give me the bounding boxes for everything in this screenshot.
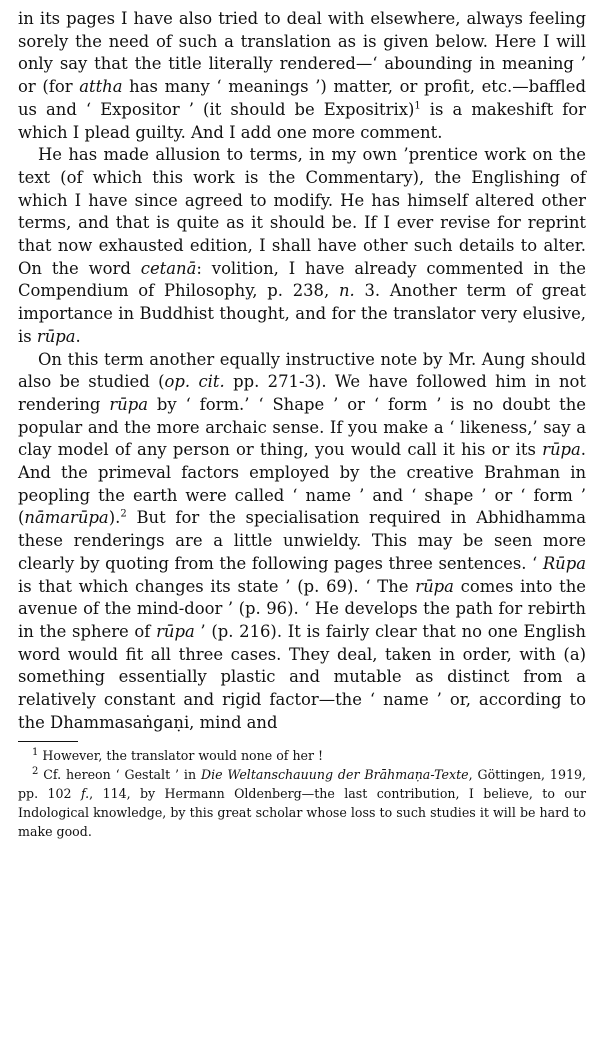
footnote-ref: 1 (414, 100, 421, 112)
italic-span: nāmarūpa (24, 508, 109, 528)
italic-span: rūpa (36, 326, 76, 346)
italic-span: rūpa (156, 621, 195, 641)
italic-span: Rūpa (542, 553, 586, 573)
footnote (18, 765, 586, 841)
footnote (18, 746, 586, 765)
text-span: However, the translator would none of her ! (38, 747, 324, 763)
italic-span: f. (80, 785, 90, 801)
italic-span: cetanā (140, 258, 197, 278)
text-span: He has made allusion to terms, in my own ’prentice work on the text (of which this work is the Commentary), the Englishing of which I have since agreed to modify. He has himself altered other terms, and that is quite as it should be. If I ever revise for reprint that now exhausted edition, I shall have other such details to alter. On the word (18, 145, 586, 278)
italic-span: op. cit. (164, 372, 225, 392)
text-span: ’ (p. 216). It is fairly clear that no one English word would fit all three cases. They deal, taken in order, with (a) something essentially plastic and mutable as distinct from a relatively constant and rigid factor—the ‘ name ’ or, according to the Dhammasaṅgaṇi, mind and (18, 621, 586, 732)
text-span: . And the primeval factors employed by the creative Brahman in peopling the earth were called ‘ name ’ and ‘ shape ’ or ‘ form ’ ( (18, 440, 586, 528)
text-span: comes into the avenue of the mind-door ’ (p. 96). ‘ He develops the path for rebirth in the sphere of (18, 576, 586, 641)
text-span: 3. Another term of great importance in Buddhist thought, and for the translator very elusive, is (18, 281, 586, 346)
text-span: , 114, by Hermann Oldenberg—the last contribution, I believe, to our Indological knowledge, by this great scholar whose loss to such studies it will be hard to make good. (18, 785, 586, 839)
text-span: . (75, 326, 81, 346)
text-span: , Göttingen, 1919, pp. 102 (18, 766, 586, 801)
footnote-ref: 2 (120, 509, 127, 520)
italic-span: Die Weltanschauung der Brāhmaṇa-Texte (200, 766, 469, 782)
italic-span: rūpa (109, 394, 148, 414)
paragraph (18, 8, 586, 144)
text-span: is a makeshift for which I plead guilty. And I add one more comment. (18, 99, 586, 142)
text-span: Cf. hereon ‘ Gestalt ’ in (38, 766, 201, 782)
paragraph (18, 144, 586, 348)
paragraph (18, 349, 586, 735)
italic-span: n. (338, 281, 355, 301)
italic-span: rūpa (542, 440, 581, 460)
italic-span: attha (79, 77, 123, 97)
text-span: : volition, I have already commented in the Compendium of Philosophy, p. 238, (18, 258, 586, 301)
italic-span: rūpa (415, 576, 454, 596)
text-span: is that which changes its state ’ (p. 69). ‘ The (18, 576, 416, 596)
text-span: On this term another equally instructive note by Mr. Aung should also be studied ( (18, 349, 586, 392)
footnote-ref: 1 (32, 746, 39, 758)
text-span: pp. 271-3). We have followed him in not rendering (18, 372, 587, 414)
footnote-divider (18, 741, 78, 742)
footnote-ref: 2 (32, 765, 39, 777)
footnotes (18, 746, 586, 841)
text-span: has many ‘ meanings ’) matter, or profit, etc.—baffled us and ‘ Expositor ’ (it should be Expositrix) (18, 77, 586, 119)
main-text (18, 8, 586, 735)
text-span: by ‘ form.’ ‘ Shape ’ or ‘ form ’ is no doubt the popular and the more archaic sense. If you make a ‘ likeness,’ say a clay model of any person or thing, you would call it his or its (18, 394, 586, 460)
text-span: in its pages I have also tried to deal with elsewhere, always feeling sorely the need of such a translation as is given below. Here I will only say that the title literally rendered—‘ abounding in meaning ’ or (for (18, 9, 586, 97)
text-span: ). (108, 508, 121, 528)
text-span: But for the specialisation required in Abhidhamma these renderings are a little unwieldy. This may be seen more clearly by quoting from the following pages three sentences. ‘ (18, 508, 586, 573)
